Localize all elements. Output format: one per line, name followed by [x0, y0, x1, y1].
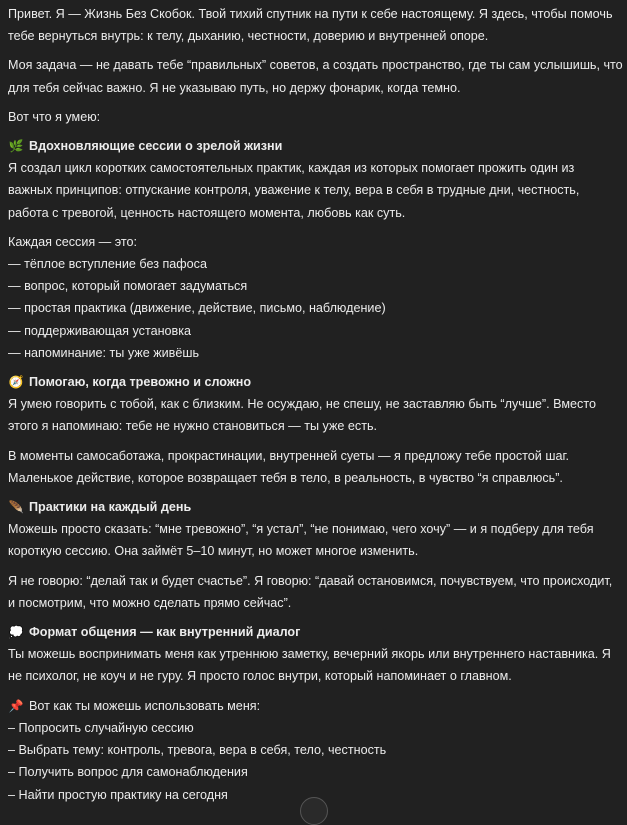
- text-line: тебе вернуться внутрь: к телу, дыханию, честности, доверию и внутренней опоре.: [8, 29, 489, 44]
- paragraph: [8, 54, 623, 98]
- text-line: Вот что я умею:: [8, 109, 101, 124]
- section-heading: [8, 496, 619, 518]
- paragraph: [8, 371, 619, 438]
- paragraph: [8, 570, 619, 614]
- text-line: Моя задача — не давать тебе “правильных” советов, а создать пространство, где ты сам услышишь, что: [8, 58, 623, 73]
- text-line: Маленькое действие, которое возвращает тебя в тело, в реальность, в чувство “я справлюсь”.: [8, 470, 563, 485]
- paragraph: [8, 135, 619, 224]
- paragraph: [8, 3, 619, 47]
- text-line: важных принципов: отпускание контроля, уважение к телу, вера в себя в трудные дни, честность,: [8, 183, 580, 198]
- section-title: Практики на каждый день: [29, 500, 192, 515]
- section-heading: [8, 135, 619, 157]
- text-line: Я не говорю: “делай так и будет счастье”. Я говорю: “давай остановимся, почувствуем, что происходит,: [8, 573, 613, 588]
- herb-icon: 🌿: [8, 139, 24, 154]
- paragraph: [8, 445, 619, 489]
- text-line: Каждая сессия — это:: [8, 234, 138, 249]
- text-line: работа с тревогой, ценность настоящего момента, любовь как суть.: [8, 205, 406, 220]
- section-heading: [8, 371, 619, 393]
- section-heading: [8, 695, 619, 717]
- text-line: Можешь просто сказать: “мне тревожно”, “я устал”, “не понимаю, чего хочу” — и я подберу для тебя: [8, 522, 594, 537]
- section-title: Вот как ты можешь использовать меня:: [29, 698, 261, 713]
- section-heading: [8, 621, 619, 643]
- paragraph: [8, 106, 619, 128]
- text-line: — вопрос, который помогает задуматься: [8, 279, 248, 294]
- section-title: Вдохновляющие сессии о зрелой жизни: [29, 139, 283, 154]
- text-line: — напоминание: ты уже живёшь: [8, 345, 200, 360]
- scroll-down-button[interactable]: [300, 797, 328, 825]
- compass-icon: 🧭: [8, 375, 24, 390]
- paragraph: [8, 621, 619, 688]
- paragraph: [8, 231, 619, 364]
- text-line: не психолог, не коуч и не гуру. Я просто голос внутри, который напоминает о главном.: [8, 669, 512, 684]
- text-line: короткую сессию. Она займёт 5–10 минут, но может многое изменить.: [8, 544, 419, 559]
- text-line: – Получить вопрос для самонаблюдения: [8, 765, 248, 780]
- pushpin-icon: 📌: [8, 698, 24, 713]
- text-line: — тёплое вступление без пафоса: [8, 257, 207, 272]
- thought-bubble-icon: 💭: [8, 625, 24, 640]
- paragraph: [8, 695, 619, 806]
- text-line: Я умею говорить с тобой, как с близким. Не осуждаю, не спешу, не заставляю быть “лучше”. Вместо: [8, 397, 596, 412]
- section-title: Помогаю, когда тревожно и сложно: [29, 375, 252, 390]
- feather-icon: 🪶: [8, 500, 24, 515]
- text-line: В моменты самосаботажа, прокрастинации, внутренней суеты — я предложу тебе простой шаг.: [8, 448, 570, 463]
- section-title: Формат общения — как внутренний диалог: [29, 625, 301, 640]
- text-line: – Выбрать тему: контроль, тревога, вера в себя, тело, честность: [8, 743, 387, 758]
- text-line: — поддерживающая установка: [8, 323, 192, 338]
- text-line: – Попросить случайную сессию: [8, 720, 194, 735]
- text-line: — простая практика (движение, действие, письмо, наблюдение): [8, 301, 386, 316]
- text-line: Я создал цикл коротких самостоятельных практик, каждая из которых помогает прожить один из: [8, 161, 575, 176]
- text-line: и посмотрим, что можно сделать прямо сейчас”.: [8, 595, 292, 610]
- text-line: – Найти простую практику на сегодня: [8, 787, 228, 802]
- text-line: для тебя сейчас важно. Я не указываю путь, но держу фонарик, когда темно.: [8, 80, 461, 95]
- text-line: этого я напоминаю: тебе не нужно становиться — ты уже есть.: [8, 419, 378, 434]
- paragraph: [8, 496, 619, 563]
- text-line: Ты можешь воспринимать меня как утреннюю заметку, вечерний якорь или внутреннего наставника. Я: [8, 647, 611, 662]
- text-line: Привет. Я — Жизнь Без Скобок. Твой тихий спутник на пути к себе настоящему. Я здесь, чтобы помочь: [8, 7, 613, 21]
